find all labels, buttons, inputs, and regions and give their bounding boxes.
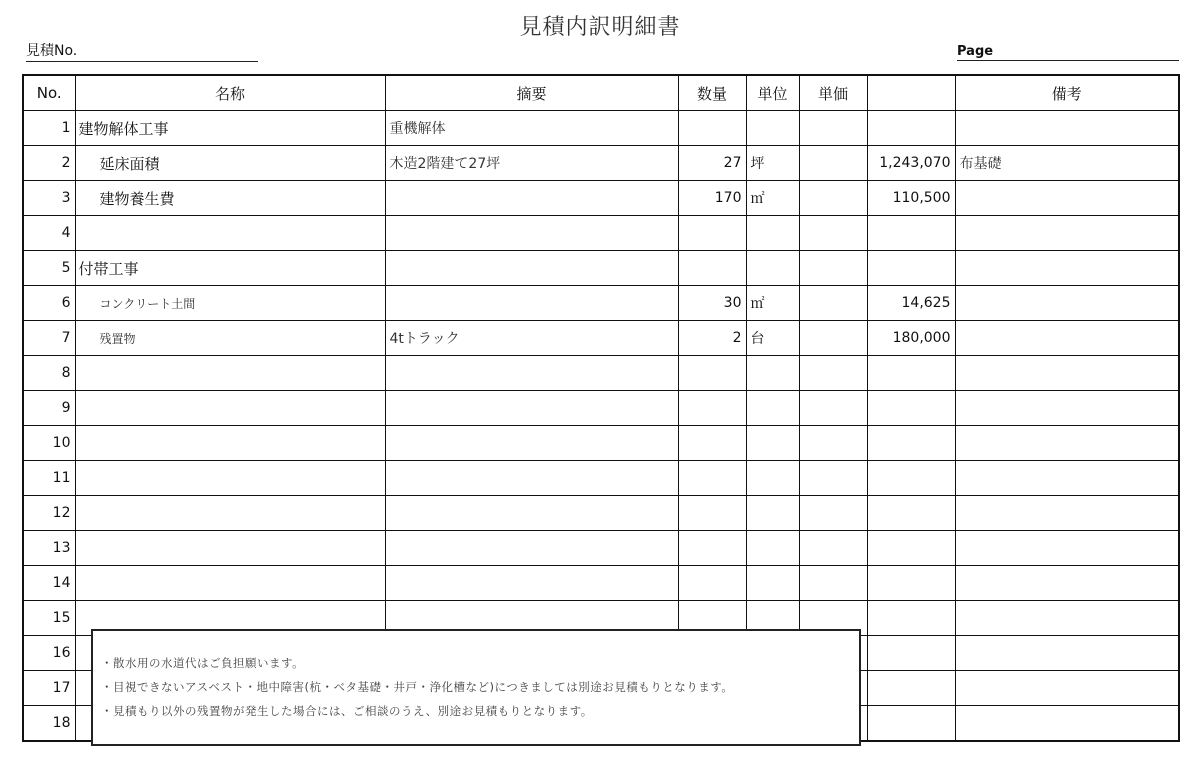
item-quantity bbox=[678, 216, 746, 251]
row-number: 17 bbox=[23, 671, 75, 706]
header-row bbox=[23, 75, 1179, 111]
item-name: 残置物 bbox=[75, 321, 385, 356]
item-quantity bbox=[678, 391, 746, 426]
table-row bbox=[23, 181, 1179, 216]
item-unit-price bbox=[799, 531, 867, 566]
item-amount: 110,500 bbox=[867, 181, 955, 216]
item-unit: ㎡ bbox=[746, 286, 799, 321]
item-remarks bbox=[955, 636, 1179, 671]
item-unit: 台 bbox=[746, 321, 799, 356]
item-unit bbox=[746, 251, 799, 286]
table-row bbox=[23, 461, 1179, 496]
note-line: ・見積もり以外の残置物が発生した場合には、ご相談のうえ、別途お見積もりとなります。 bbox=[101, 704, 593, 718]
item-unit bbox=[746, 356, 799, 391]
table-row bbox=[23, 216, 1179, 251]
item-unit-price bbox=[799, 391, 867, 426]
item-remarks bbox=[955, 706, 1179, 742]
row-number: 1 bbox=[23, 111, 75, 146]
item-amount bbox=[867, 426, 955, 461]
item-unit bbox=[746, 496, 799, 531]
row-number: 6 bbox=[23, 286, 75, 321]
item-amount: 14,625 bbox=[867, 286, 955, 321]
item-remarks bbox=[955, 181, 1179, 216]
item-summary: 木造2階建て27坪 bbox=[385, 146, 678, 181]
row-number: 2 bbox=[23, 146, 75, 181]
item-remarks bbox=[955, 566, 1179, 601]
row-number: 11 bbox=[23, 461, 75, 496]
item-amount bbox=[867, 216, 955, 251]
estimate-number-field bbox=[26, 40, 258, 62]
item-summary bbox=[385, 426, 678, 461]
header-amount bbox=[867, 75, 955, 111]
row-number: 10 bbox=[23, 426, 75, 461]
row-number: 15 bbox=[23, 601, 75, 636]
table-row bbox=[23, 111, 1179, 146]
item-quantity bbox=[678, 531, 746, 566]
page-label: Page bbox=[957, 44, 994, 59]
item-remarks bbox=[955, 426, 1179, 461]
row-number: 5 bbox=[23, 251, 75, 286]
item-summary bbox=[385, 566, 678, 601]
item-unit-price bbox=[799, 426, 867, 461]
item-quantity: 2 bbox=[678, 321, 746, 356]
item-name bbox=[75, 216, 385, 251]
item-name: 延床面積 bbox=[75, 146, 385, 181]
item-unit-price bbox=[799, 286, 867, 321]
table-row bbox=[23, 146, 1179, 181]
item-name bbox=[75, 496, 385, 531]
document-title: 見積内訳明細書 bbox=[519, 15, 681, 40]
item-quantity bbox=[678, 111, 746, 146]
item-summary bbox=[385, 356, 678, 391]
item-unit-price bbox=[799, 251, 867, 286]
item-amount bbox=[867, 391, 955, 426]
table-row bbox=[23, 566, 1179, 601]
row-number: 3 bbox=[23, 181, 75, 216]
item-name bbox=[75, 531, 385, 566]
item-unit-price bbox=[799, 321, 867, 356]
table-row bbox=[23, 496, 1179, 531]
item-name bbox=[75, 461, 385, 496]
row-number: 9 bbox=[23, 391, 75, 426]
item-remarks bbox=[955, 461, 1179, 496]
item-unit bbox=[746, 111, 799, 146]
item-name: コンクリート土間 bbox=[75, 286, 385, 321]
item-amount bbox=[867, 706, 955, 742]
item-name bbox=[75, 391, 385, 426]
header-no: No. bbox=[23, 75, 75, 111]
item-amount bbox=[867, 251, 955, 286]
item-summary bbox=[385, 216, 678, 251]
item-unit: 坪 bbox=[746, 146, 799, 181]
header-unit: 単位 bbox=[746, 75, 799, 111]
row-number: 12 bbox=[23, 496, 75, 531]
item-quantity: 30 bbox=[678, 286, 746, 321]
item-amount: 180,000 bbox=[867, 321, 955, 356]
item-name bbox=[75, 426, 385, 461]
table-row bbox=[23, 251, 1179, 286]
item-summary bbox=[385, 251, 678, 286]
header-summary: 摘要 bbox=[385, 75, 678, 111]
header-quantity: 数量 bbox=[678, 75, 746, 111]
item-unit-price bbox=[799, 111, 867, 146]
item-amount bbox=[867, 461, 955, 496]
estimate-number-label: 見積No. bbox=[26, 43, 78, 59]
table-row bbox=[23, 531, 1179, 566]
item-amount bbox=[867, 671, 955, 706]
item-summary bbox=[385, 531, 678, 566]
row-number: 8 bbox=[23, 356, 75, 391]
row-number: 7 bbox=[23, 321, 75, 356]
table-row bbox=[23, 391, 1179, 426]
item-unit-price bbox=[799, 146, 867, 181]
item-name: 建物養生費 bbox=[75, 181, 385, 216]
item-quantity bbox=[678, 461, 746, 496]
item-amount: 1,243,070 bbox=[867, 146, 955, 181]
row-number: 13 bbox=[23, 531, 75, 566]
item-quantity bbox=[678, 496, 746, 531]
item-unit bbox=[746, 461, 799, 496]
row-number: 16 bbox=[23, 636, 75, 671]
item-name bbox=[75, 566, 385, 601]
item-quantity bbox=[678, 356, 746, 391]
item-summary bbox=[385, 391, 678, 426]
item-quantity bbox=[678, 426, 746, 461]
item-summary: 4tトラック bbox=[385, 321, 678, 356]
item-unit bbox=[746, 216, 799, 251]
item-amount bbox=[867, 636, 955, 671]
item-remarks bbox=[955, 216, 1179, 251]
item-remarks bbox=[955, 531, 1179, 566]
item-remarks bbox=[955, 496, 1179, 531]
item-amount bbox=[867, 531, 955, 566]
item-remarks bbox=[955, 356, 1179, 391]
header-unit-price: 単価 bbox=[799, 75, 867, 111]
note-line: ・散水用の水道代はご負担願います。 bbox=[101, 656, 305, 670]
header-name: 名称 bbox=[75, 75, 385, 111]
item-remarks bbox=[955, 671, 1179, 706]
note-line: ・目視できないアスベスト・地中障害(杭・ベタ基礎・井戸・浄化槽など)につきましては別途お見積もりとなります。 bbox=[101, 680, 734, 694]
item-summary bbox=[385, 181, 678, 216]
item-unit-price bbox=[799, 181, 867, 216]
header-remarks: 備考 bbox=[955, 75, 1179, 111]
table-row bbox=[23, 321, 1179, 356]
item-remarks: 布基礎 bbox=[955, 146, 1179, 181]
item-remarks bbox=[955, 251, 1179, 286]
item-name bbox=[75, 356, 385, 391]
item-unit bbox=[746, 566, 799, 601]
item-name: 付帯工事 bbox=[75, 251, 385, 286]
item-unit-price bbox=[799, 461, 867, 496]
item-quantity bbox=[678, 251, 746, 286]
table-row bbox=[23, 356, 1179, 391]
item-unit-price bbox=[799, 216, 867, 251]
item-remarks bbox=[955, 286, 1179, 321]
item-remarks bbox=[955, 111, 1179, 146]
notes-box bbox=[91, 629, 861, 746]
item-summary bbox=[385, 286, 678, 321]
item-amount bbox=[867, 111, 955, 146]
item-unit-price bbox=[799, 356, 867, 391]
page-number-field bbox=[957, 44, 1179, 61]
item-unit bbox=[746, 531, 799, 566]
item-unit bbox=[746, 391, 799, 426]
item-quantity: 170 bbox=[678, 181, 746, 216]
item-amount bbox=[867, 601, 955, 636]
item-summary: 重機解体 bbox=[385, 111, 678, 146]
item-remarks bbox=[955, 391, 1179, 426]
item-summary bbox=[385, 461, 678, 496]
table-row bbox=[23, 286, 1179, 321]
item-quantity bbox=[678, 566, 746, 601]
row-number: 4 bbox=[23, 216, 75, 251]
item-amount bbox=[867, 566, 955, 601]
item-quantity: 27 bbox=[678, 146, 746, 181]
item-amount bbox=[867, 356, 955, 391]
item-remarks bbox=[955, 321, 1179, 356]
item-amount bbox=[867, 496, 955, 531]
table-row bbox=[23, 426, 1179, 461]
row-number: 18 bbox=[23, 706, 75, 742]
item-remarks bbox=[955, 601, 1179, 636]
item-unit bbox=[746, 426, 799, 461]
item-unit-price bbox=[799, 496, 867, 531]
row-number: 14 bbox=[23, 566, 75, 601]
item-unit-price bbox=[799, 566, 867, 601]
item-summary bbox=[385, 496, 678, 531]
item-name: 建物解体工事 bbox=[75, 111, 385, 146]
item-unit: ㎡ bbox=[746, 181, 799, 216]
